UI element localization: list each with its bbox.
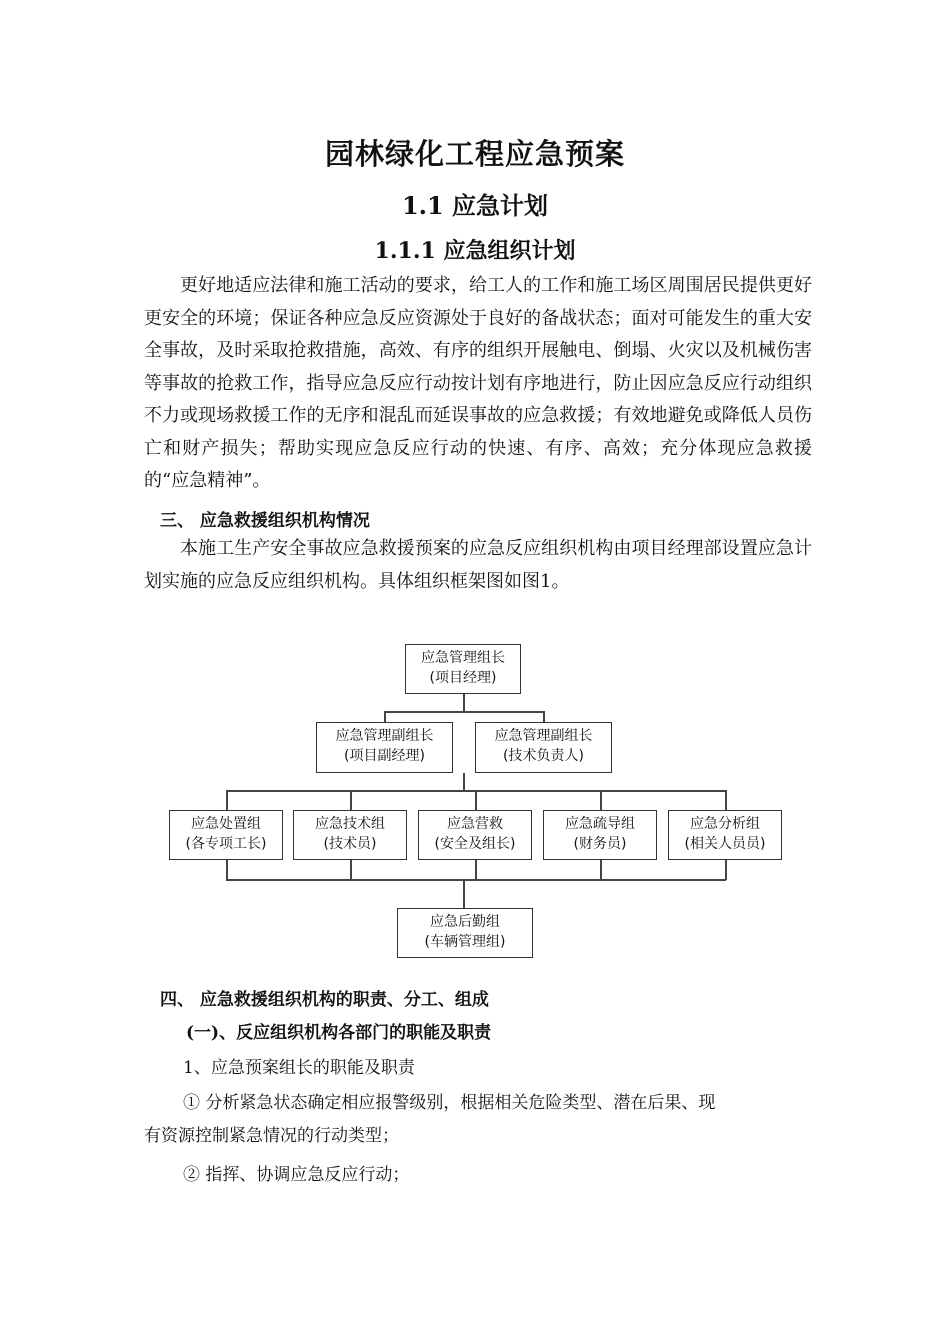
list-item: ② 指挥、协调应急反应行动； xyxy=(183,1165,410,1185)
connector-line xyxy=(463,773,465,791)
connector-line xyxy=(475,790,477,810)
list-item-continuation: 有资源控制紧急情况的行动类型； xyxy=(144,1126,399,1146)
org-box-name: 应急营救 xyxy=(447,816,503,832)
org-box-role: (项目经理) xyxy=(429,670,497,686)
org-box-leader xyxy=(405,644,521,694)
list-item: ① 分析紧急状态确定相应报警级别，根据相关危险类型、潜在后果、现 xyxy=(183,1093,716,1113)
org-box-name: 应急后勤组 xyxy=(430,914,500,930)
org-box-role: (项目副经理) xyxy=(344,748,425,764)
org-box-name: 应急处置组 xyxy=(191,816,261,832)
org-box-name: 应急分析组 xyxy=(690,816,760,832)
paragraph-purpose: 更好地适应法律和施工活动的要求，给工人的工作和施工场区周围居民提供更好更安全的环境；保证各种应急反应资源处于良好的备战状态；面对可能发生的重大安全事故，及时采取抢救措施，高效、有序的组织开展触电、倒塌、火灾以及机械伤害等事故的抢救工作，指导应急反应行动按计划有序地进行，防止因应急反应行动组织不力或现场救援工作的无序和混乱而延误事故的应急救援；有效地避免或降低人员伤亡和财产损失；帮助实现应急反应行动的快速、有序、高效；充分体现应急救援的“应急精神”。 xyxy=(144,275,812,491)
org-box-name: 应急管理副组长 xyxy=(335,728,434,744)
org-box-logistics xyxy=(397,908,533,958)
org-box-name: 应急管理组长 xyxy=(421,650,505,666)
connector-line xyxy=(600,860,602,880)
heading-section-4-1: (一)、反应组织机构各部门的职能及职责 xyxy=(186,1023,492,1043)
list-item-heading: 1、应急预案组长的职能及职责 xyxy=(183,1058,415,1078)
connector-line xyxy=(463,879,465,908)
org-box-role: (财务员) xyxy=(573,836,627,852)
section-heading-1-1: 1.1 应急计划 xyxy=(401,191,549,220)
connector-line xyxy=(463,693,465,711)
org-box-group-evacuation xyxy=(543,810,657,860)
org-box-name: 应急管理副组长 xyxy=(494,728,593,744)
org-box-name: 应急疏导组 xyxy=(565,816,635,832)
connector-line xyxy=(725,860,727,880)
connector-line xyxy=(350,860,352,880)
heading-section-3: 三、 应急救援组织机构情况 xyxy=(160,511,370,531)
org-box-group-rescue xyxy=(418,810,532,860)
connector-line xyxy=(600,790,602,810)
org-box-group-analysis xyxy=(668,810,782,860)
connector-line xyxy=(384,711,544,713)
connector-line xyxy=(350,790,352,810)
connector-line xyxy=(226,860,228,880)
org-box-deputy-1 xyxy=(316,722,453,773)
org-box-group-technical xyxy=(293,810,407,860)
org-box-role: (技术负责人) xyxy=(503,748,584,764)
paragraph-organization: 本施工生产安全事故应急救援预案的应急反应组织机构由项目经理部设置应急计划实施的应急反应组织机构。具体组织框架图如图1。 xyxy=(144,538,812,592)
document-title: 园林绿化工程应急预案 xyxy=(324,137,625,171)
org-box-role: (各专项工长) xyxy=(185,836,267,852)
org-box-group-disposal xyxy=(169,810,283,860)
connector-line xyxy=(725,790,727,810)
org-box-name: 应急技术组 xyxy=(315,816,385,832)
org-box-deputy-2 xyxy=(475,722,612,773)
org-box-role: (安全及组长) xyxy=(434,836,516,852)
connector-line xyxy=(475,860,477,880)
connector-line xyxy=(226,790,228,810)
org-box-role: (车辆管理组) xyxy=(424,934,506,950)
connector-line xyxy=(226,879,726,881)
section-heading-1-1-1: 1.1.1 应急组织计划 xyxy=(374,238,576,264)
org-box-role: (技术员) xyxy=(323,836,377,852)
heading-section-4: 四、 应急救援组织机构的职责、分工、组成 xyxy=(160,990,489,1010)
org-box-role: (相关人员员) xyxy=(684,836,766,852)
